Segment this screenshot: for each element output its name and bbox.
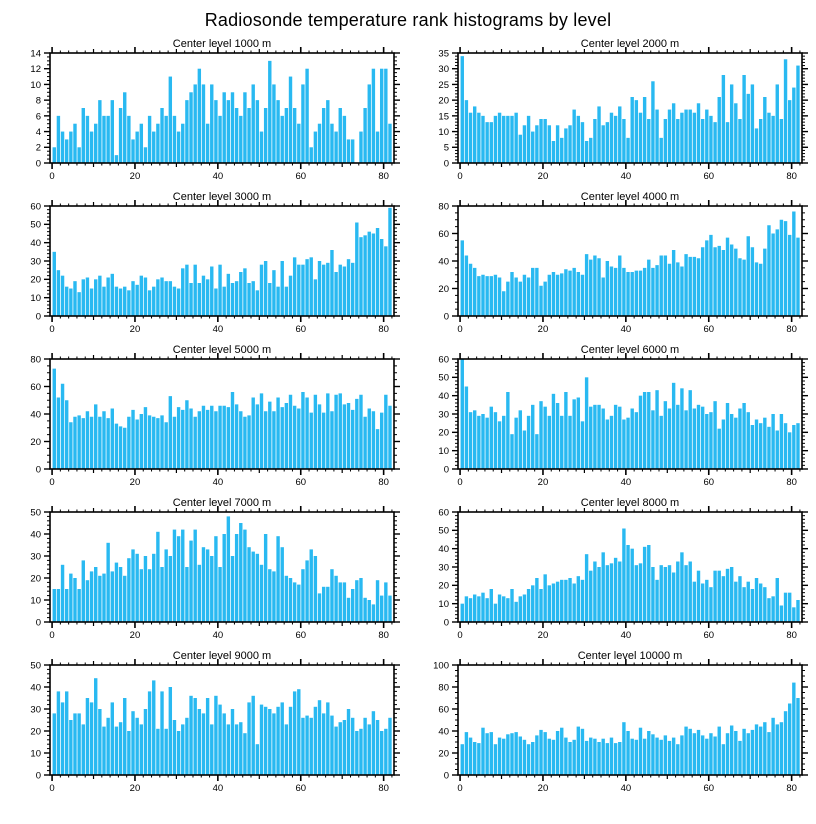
- y-tick-label: 15: [438, 111, 449, 123]
- y-tick-label: 2: [35, 142, 41, 154]
- y-tick-label: 0: [443, 158, 449, 170]
- bars: [461, 56, 800, 163]
- y-tick-label: 50: [30, 507, 41, 519]
- y-tick-label: 80: [438, 682, 449, 694]
- y-tick-label: 20: [30, 726, 41, 738]
- chart-panel-2000m: [412, 36, 812, 189]
- x-tick-label: 20: [129, 477, 141, 488]
- y-tick-label: 60: [438, 507, 449, 519]
- y-tick-label: 30: [30, 551, 41, 563]
- x-tick-label: 0: [457, 477, 463, 488]
- y-tick-label: 35: [438, 48, 449, 60]
- x-tick-label: 40: [620, 630, 632, 641]
- y-tick-label: 30: [438, 64, 449, 76]
- x-tick-label: 80: [786, 783, 797, 794]
- y-tick-label: 40: [30, 409, 41, 421]
- chart-svg-4000m: [412, 189, 812, 342]
- y-tick-label: 0: [35, 464, 41, 476]
- y-tick-label: 40: [438, 391, 449, 403]
- y-tick-label: 100: [433, 660, 449, 672]
- figure-title: Radiosonde temperature rank histograms by level: [204, 10, 612, 30]
- y-tick-label: 0: [35, 311, 41, 323]
- y-tick-label: 40: [438, 256, 449, 268]
- x-tick-label: 20: [537, 630, 549, 641]
- y-tick-label: 6: [35, 111, 41, 123]
- y-tick-label: 20: [30, 274, 41, 286]
- y-tick-label: 0: [35, 617, 41, 629]
- bars: [53, 61, 392, 163]
- y-tick-label: 10: [438, 126, 449, 138]
- chart-panel-3000m: [4, 189, 404, 342]
- chart-svg-1000m: [4, 36, 404, 189]
- x-tick-label: 60: [295, 630, 307, 641]
- y-tick-label: 20: [438, 95, 449, 107]
- x-tick-label: 0: [49, 783, 55, 794]
- bars: [461, 529, 800, 623]
- y-tick-label: 5: [443, 142, 449, 154]
- subplot-title: Center level 3000 m: [172, 191, 272, 203]
- chart-grid: [0, 36, 816, 801]
- y-tick-label: 0: [443, 617, 449, 629]
- chart-svg-8000m: [412, 495, 812, 648]
- y-tick-label: 50: [438, 372, 449, 384]
- x-tick-label: 80: [378, 324, 389, 335]
- chart-svg-6000m: [412, 342, 812, 495]
- x-tick-label: 60: [295, 324, 307, 335]
- y-tick-label: 30: [30, 256, 41, 268]
- y-tick-label: 0: [443, 311, 449, 323]
- y-tick-label: 60: [438, 228, 449, 240]
- x-tick-label: 0: [457, 171, 463, 182]
- y-tick-label: 60: [30, 201, 41, 213]
- x-tick-label: 60: [703, 324, 715, 335]
- x-tick-label: 80: [378, 477, 389, 488]
- subplot-title: Center level 1000 m: [172, 38, 272, 50]
- y-tick-label: 10: [30, 595, 41, 607]
- y-tick-label: 40: [438, 726, 449, 738]
- y-tick-label: 50: [30, 660, 41, 672]
- y-tick-label: 40: [30, 682, 41, 694]
- y-tick-label: 0: [443, 770, 449, 782]
- x-tick-label: 80: [378, 783, 389, 794]
- y-tick-label: 60: [438, 704, 449, 716]
- x-tick-label: 60: [295, 783, 307, 794]
- y-tick-label: 20: [30, 573, 41, 585]
- y-tick-label: 20: [438, 283, 449, 295]
- y-tick-label: 20: [438, 748, 449, 760]
- y-tick-label: 10: [438, 446, 449, 458]
- x-tick-label: 40: [620, 324, 632, 335]
- x-tick-label: 0: [457, 324, 463, 335]
- x-tick-label: 0: [457, 630, 463, 641]
- chart-panel-1000m: [4, 36, 404, 189]
- x-tick-label: 0: [457, 783, 463, 794]
- subplot-title: Center level 5000 m: [172, 344, 272, 356]
- chart-panel-10000m: [412, 648, 812, 801]
- x-tick-label: 20: [129, 783, 141, 794]
- x-tick-label: 60: [703, 783, 715, 794]
- y-tick-label: 50: [30, 219, 41, 231]
- x-tick-label: 40: [212, 783, 224, 794]
- chart-panel-5000m: [4, 342, 404, 495]
- subplot-title: Center level 4000 m: [580, 191, 680, 203]
- y-tick-label: 40: [30, 238, 41, 250]
- y-tick-label: 0: [443, 464, 449, 476]
- x-tick-label: 80: [786, 324, 797, 335]
- x-tick-label: 80: [786, 477, 797, 488]
- subplot-title: Center level 6000 m: [580, 344, 680, 356]
- y-tick-label: 80: [30, 354, 41, 366]
- x-tick-label: 0: [49, 171, 55, 182]
- chart-panel-6000m: [412, 342, 812, 495]
- x-tick-label: 20: [537, 477, 549, 488]
- x-tick-label: 40: [212, 324, 224, 335]
- bars: [461, 359, 800, 469]
- subplot-title: Center level 9000 m: [172, 650, 272, 662]
- chart-svg-2000m: [412, 36, 812, 189]
- y-tick-label: 30: [30, 704, 41, 716]
- chart-svg-3000m: [4, 189, 404, 342]
- x-tick-label: 80: [786, 630, 797, 641]
- y-tick-label: 10: [438, 599, 449, 611]
- x-tick-label: 60: [295, 171, 307, 182]
- bars: [53, 208, 392, 316]
- chart-svg-7000m: [4, 495, 404, 648]
- y-tick-label: 80: [438, 201, 449, 213]
- y-tick-label: 10: [30, 293, 41, 305]
- bars: [461, 212, 800, 317]
- x-tick-label: 20: [537, 783, 549, 794]
- y-tick-label: 20: [30, 436, 41, 448]
- x-tick-label: 40: [212, 171, 224, 182]
- y-tick-label: 14: [30, 48, 41, 60]
- x-tick-label: 40: [212, 477, 224, 488]
- y-tick-label: 12: [30, 64, 41, 76]
- x-tick-label: 60: [703, 477, 715, 488]
- y-tick-label: 30: [438, 409, 449, 421]
- bars: [53, 516, 392, 622]
- x-tick-label: 20: [537, 324, 549, 335]
- chart-panel-4000m: [412, 189, 812, 342]
- y-tick-label: 60: [438, 354, 449, 366]
- subplot-title: Center level 7000 m: [172, 497, 272, 509]
- y-tick-label: 20: [438, 427, 449, 439]
- x-tick-label: 20: [129, 324, 141, 335]
- subplot-title: Center level 8000 m: [580, 497, 680, 509]
- subplot-title: Center level 10000 m: [577, 650, 683, 662]
- x-tick-label: 40: [620, 783, 632, 794]
- chart-panel-8000m: [412, 495, 812, 648]
- x-tick-label: 20: [129, 630, 141, 641]
- y-tick-label: 40: [438, 544, 449, 556]
- y-tick-label: 40: [30, 529, 41, 541]
- x-tick-label: 80: [378, 630, 389, 641]
- x-tick-label: 20: [537, 171, 549, 182]
- y-tick-label: 20: [438, 580, 449, 592]
- y-tick-label: 10: [30, 748, 41, 760]
- x-tick-label: 0: [49, 477, 55, 488]
- x-tick-label: 40: [620, 477, 632, 488]
- y-tick-label: 50: [438, 525, 449, 537]
- bars: [53, 369, 392, 469]
- x-tick-label: 0: [49, 630, 55, 641]
- x-tick-label: 40: [620, 171, 632, 182]
- y-tick-label: 8: [35, 95, 41, 107]
- chart-svg-10000m: [412, 648, 812, 801]
- y-tick-label: 30: [438, 562, 449, 574]
- x-tick-label: 80: [378, 171, 389, 182]
- x-tick-label: 60: [703, 630, 715, 641]
- x-tick-label: 0: [49, 324, 55, 335]
- x-tick-label: 60: [295, 477, 307, 488]
- chart-svg-5000m: [4, 342, 404, 495]
- x-tick-label: 60: [703, 171, 715, 182]
- x-tick-label: 20: [129, 171, 141, 182]
- y-tick-label: 10: [30, 79, 41, 91]
- x-tick-label: 80: [786, 171, 797, 182]
- chart-panel-9000m: [4, 648, 404, 801]
- y-tick-label: 4: [35, 126, 41, 138]
- x-tick-label: 40: [212, 630, 224, 641]
- subplot-title: Center level 2000 m: [580, 38, 680, 50]
- chart-svg-9000m: [4, 648, 404, 801]
- y-tick-label: 60: [30, 381, 41, 393]
- y-tick-label: 0: [35, 158, 41, 170]
- y-tick-label: 0: [35, 770, 41, 782]
- bars: [53, 678, 392, 775]
- chart-panel-7000m: [4, 495, 404, 648]
- bars: [461, 683, 800, 775]
- y-tick-label: 25: [438, 79, 449, 91]
